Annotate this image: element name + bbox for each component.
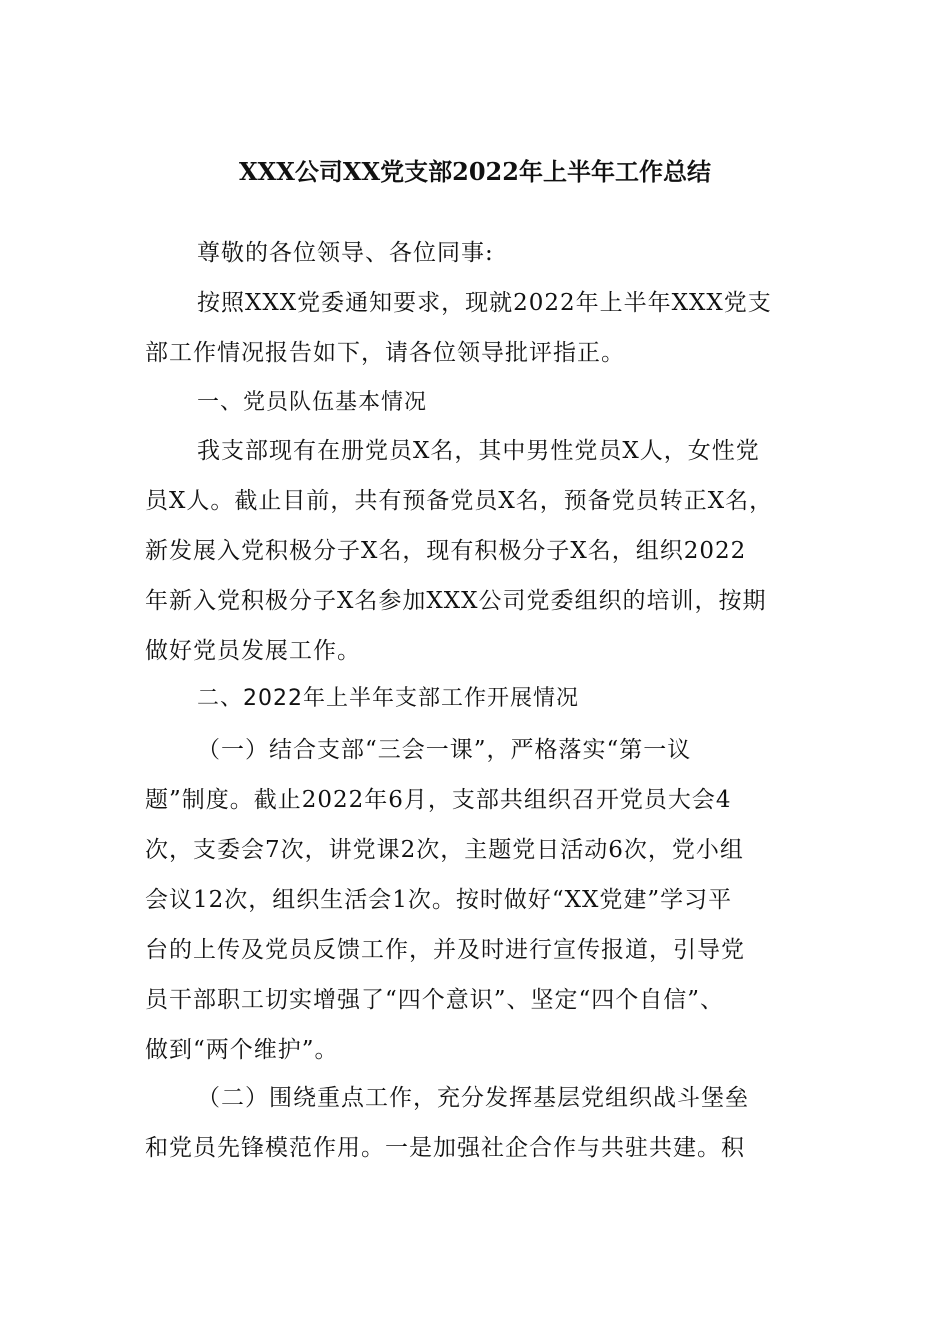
salutation: 尊敬的各位领导、各位同事: bbox=[197, 240, 494, 266]
section-1-paragraph-line: 我支部现有在册党员X名，其中男性党员X人，女性党 bbox=[197, 438, 760, 464]
subsection-1-paragraph-line: 台的上传及党员反馈工作，并及时进行宣传报道，引导党 bbox=[145, 937, 745, 963]
section-1-paragraph-line: 年新入党积极分子X名参加XXX公司党委组织的培训，按期 bbox=[145, 588, 767, 614]
section-heading-2: 二、2022年上半年支部工作开展情况 bbox=[197, 686, 579, 711]
subsection-1-paragraph-line: 会议12次，组织生活会1次。按时做好“XX党建”学习平 bbox=[145, 887, 733, 913]
section-heading-1: 一、党员队伍基本情况 bbox=[197, 390, 428, 415]
section-1-paragraph-line: 新发展入党积极分子X名，现有积极分子X名，组织2022 bbox=[145, 538, 747, 564]
intro-paragraph-line: 部工作情况报告如下，请各位领导批评指正。 bbox=[145, 340, 625, 366]
document-title: XXX公司XX党支部2022年上半年工作总结 bbox=[239, 157, 711, 186]
subsection-2-paragraph-line: 和党员先锋模范作用。一是加强社企合作与共驻共建。积 bbox=[145, 1135, 745, 1161]
intro-paragraph-line: 按照XXX党委通知要求，现就2022年上半年XXX党支 bbox=[197, 290, 772, 316]
subsection-1-paragraph-line: 员干部职工切实增强了“四个意识”、坚定“四个自信”、 bbox=[145, 987, 725, 1013]
subsection-2-paragraph-line: （二）围绕重点工作，充分发挥基层党组织战斗堡垒 bbox=[197, 1085, 749, 1111]
subsection-1-paragraph-line: 做到“两个维护”。 bbox=[145, 1037, 339, 1063]
subsection-1-paragraph-line: （一）结合支部“三会一课”，严格落实“第一议 bbox=[197, 737, 692, 763]
section-1-paragraph-line: 员X人。截止目前，共有预备党员X名，预备党员转正X名， bbox=[145, 488, 774, 514]
subsection-1-paragraph-line: 次，支委会7次，讲党课2次，主题党日活动6次，党小组 bbox=[145, 837, 744, 863]
subsection-1-paragraph-line: 题”制度。截止2022年6月，支部共组织召开党员大会4 bbox=[145, 787, 732, 813]
section-1-paragraph-line: 做好党员发展工作。 bbox=[145, 638, 361, 664]
